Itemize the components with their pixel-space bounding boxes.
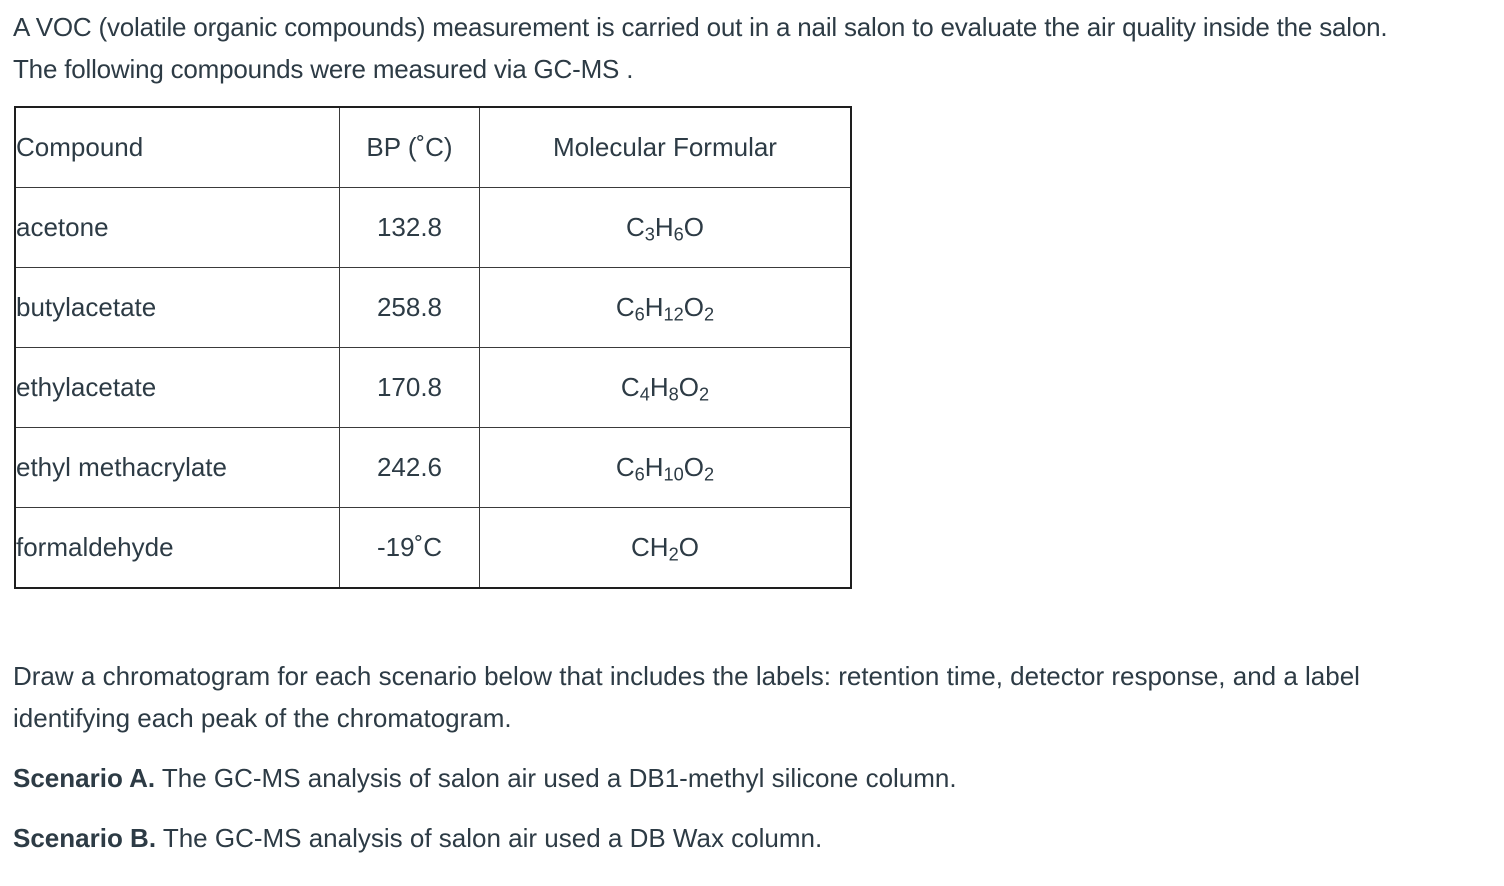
formula-subscript: 6: [634, 464, 645, 485]
voc-compound-table: [14, 106, 852, 589]
intro-paragraph: [13, 6, 1498, 90]
formula-subscript: 4: [639, 384, 650, 405]
table-row: [15, 188, 851, 268]
formula-subscript: 12: [663, 304, 684, 325]
cell-bp: -19˚C: [340, 508, 480, 589]
formula-subscript: 2: [668, 544, 679, 565]
table-header-row: [15, 107, 851, 188]
cell-formula: [480, 508, 852, 589]
cell-compound: formaldehyde: [15, 508, 340, 589]
task-line-1: Draw a chromatogram for each scenario below that includes the labels: retention time, detector response, and a label: [13, 661, 1360, 691]
formula-subscript: 6: [634, 304, 645, 325]
scenario-a-label: Scenario A.: [13, 763, 156, 793]
intro-line-2: The following compounds were measured via GC-MS .: [13, 54, 634, 84]
cell-formula: [480, 268, 852, 348]
formula-element: C: [620, 372, 640, 402]
formula-element: C: [615, 452, 635, 482]
formula-element: O: [678, 532, 699, 562]
formula-subscript: 10: [663, 464, 684, 485]
scenario-b-text: The GC-MS analysis of salon air used a DB Wax column.: [156, 823, 823, 853]
cell-compound: ethyl methacrylate: [15, 428, 340, 508]
scenario-b: [13, 817, 822, 859]
formula-element: O: [683, 212, 705, 242]
cell-compound: acetone: [15, 188, 340, 268]
formula-subscript: 3: [644, 224, 655, 245]
table-row: [15, 508, 851, 589]
scenario-a-text: The GC-MS analysis of salon air used a DB1-methyl silicone column.: [155, 763, 957, 793]
cell-compound: butylacetate: [15, 268, 340, 348]
task-line-2: identifying each peak of the chromatogram.: [13, 703, 512, 733]
cell-bp: 132.8: [340, 188, 480, 268]
formula-subscript: 2: [704, 304, 715, 325]
formula-element: H: [649, 372, 669, 402]
scenario-a: [13, 757, 957, 799]
formula-element: H: [644, 292, 664, 322]
cell-formula: [480, 428, 852, 508]
table-row: [15, 268, 851, 348]
cell-formula: [480, 188, 852, 268]
scenario-b-label: Scenario B.: [13, 823, 157, 853]
formula-subscript: 2: [704, 464, 715, 485]
formula-subscript: 6: [673, 224, 684, 245]
formula-element: O: [678, 372, 699, 402]
cell-bp: 242.6: [340, 428, 480, 508]
formula-element: C: [625, 212, 645, 242]
formula-element: CH: [631, 532, 669, 562]
formula-element: O: [683, 452, 705, 482]
formula-element: H: [644, 452, 664, 482]
header-bp: BP (˚C): [340, 107, 480, 188]
formula-subscript: 2: [698, 384, 710, 405]
formula-element: C: [615, 292, 635, 322]
cell-compound: ethylacetate: [15, 348, 340, 428]
formula-element: H: [654, 212, 674, 242]
formula-subscript: 8: [668, 384, 679, 405]
table-row: [15, 428, 851, 508]
intro-line-1: A VOC (volatile organic compounds) measurement is carried out in a nail salon to evaluate the air quality inside the salon.: [13, 12, 1388, 42]
header-compound: Compound: [15, 107, 340, 188]
task-instructions: [13, 655, 1498, 739]
table-row: [15, 348, 851, 428]
cell-bp: 258.8: [340, 268, 480, 348]
formula-element: O: [683, 292, 705, 322]
cell-bp: 170.8: [340, 348, 480, 428]
cell-formula: [480, 348, 852, 428]
header-formula: Molecular Formular: [480, 107, 852, 188]
